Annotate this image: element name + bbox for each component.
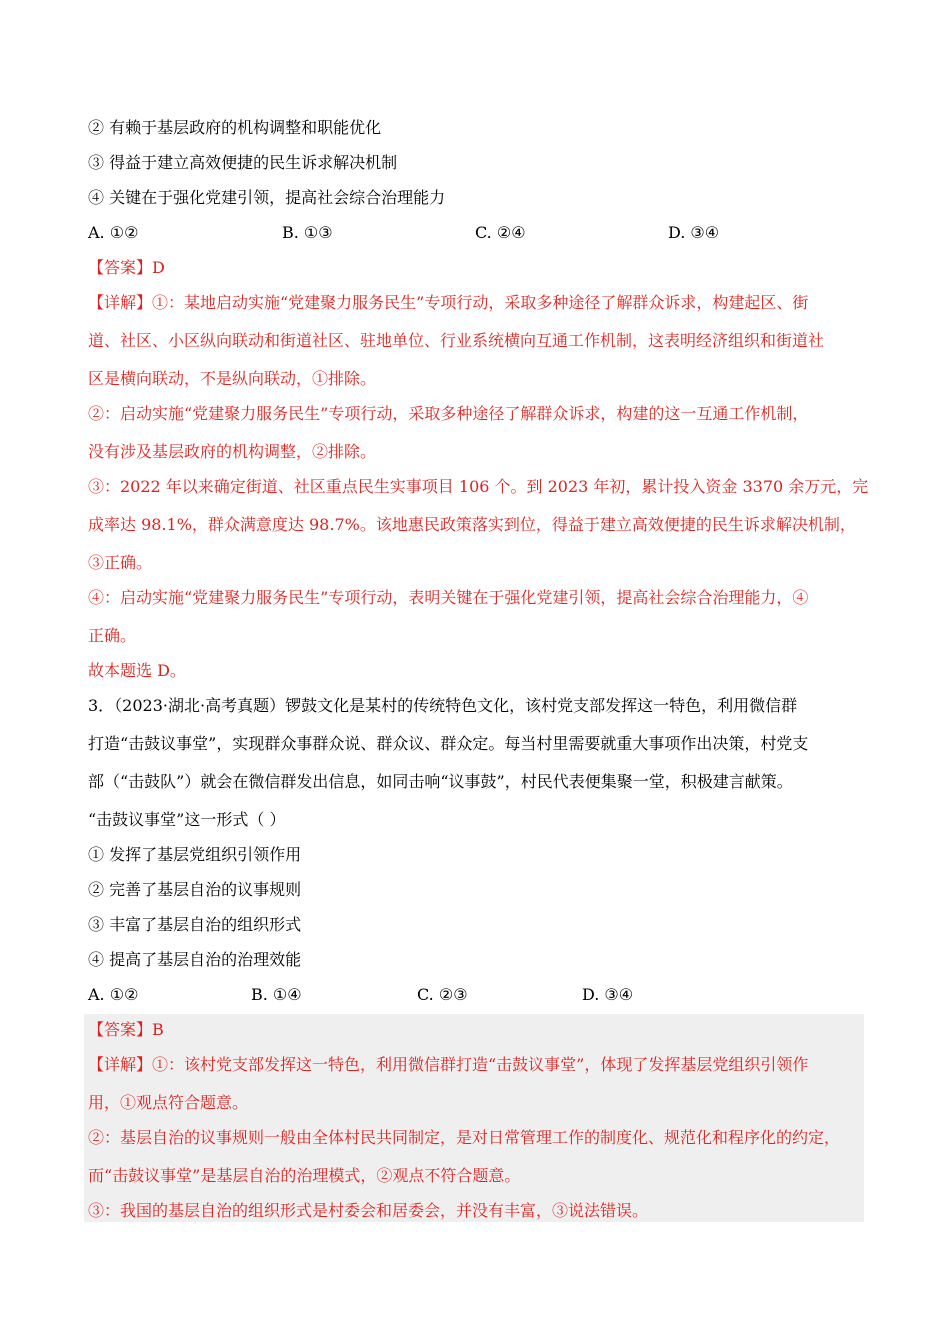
q3-explanation-line: 而“击鼓议事堂”是基层自治的治理模式，②观点不符合题意。 <box>88 1166 521 1185</box>
q3-answer: 【答案】B <box>88 1020 164 1039</box>
q3-explanation-line: ②：基层自治的议事规则一般由全体村民共同制定，是对日常管理工作的制度化、规范化和程序化的约定， <box>88 1128 841 1147</box>
q2-explanation-line: ③：2022 年以来确定街道、社区重点民生实事项目 106 个。到 2023 年初，累计投入资金 3370 余万元，完 <box>88 477 869 496</box>
q3-option-b: B. ①④ <box>251 985 302 1004</box>
q2-option-d: D. ③④ <box>668 223 720 242</box>
q2-item-3: ③ 得益于建立高效便捷的民生诉求解决机制 <box>88 153 398 172</box>
q2-item-4: ④ 关键在于强化党建引领，提高社会综合治理能力 <box>88 188 446 207</box>
q2-option-a: A. ①② <box>88 223 139 242</box>
q2-option-b: B. ①③ <box>282 223 333 242</box>
q3-item-1: ① 发挥了基层党组织引领作用 <box>88 845 302 864</box>
q3-explanation-line: 用，①观点符合题意。 <box>88 1093 249 1112</box>
q3-option-d: D. ③④ <box>582 985 634 1004</box>
q3-explanation-line: 【详解】①：该村党支部发挥这一特色，利用微信群打造“击鼓议事堂”，体现了发挥基层党组织引领作 <box>88 1055 809 1074</box>
q2-explanation-line: 正确。 <box>88 626 137 645</box>
q2-explanation-line: 道、社区、小区纵向联动和街道社区、驻地单位、行业系统横向互通工作机制，这表明经济组织和街道社 <box>88 331 825 350</box>
q2-explanation-line: 成率达 98.1%，群众满意度达 98.7%。该地惠民政策落实到位，得益于建立高效便捷的民生诉求解决机制， <box>88 515 856 534</box>
q3-stem-line: 打造“击鼓议事堂”，实现群众事群众说、群众议、群众定。每当村里需要就重大事项作出决策，村党支 <box>88 734 809 753</box>
q3-stem-question: “击鼓议事堂”这一形式（ ） <box>88 810 286 829</box>
q2-answer: 【答案】D <box>88 258 165 277</box>
q3-item-4: ④ 提高了基层自治的治理效能 <box>88 950 302 969</box>
q3-stem-line: 部（“击鼓队”）就会在微信群发出信息，如同击响“议事鼓”，村民代表便集聚一堂，积极建言献策。 <box>88 772 793 791</box>
q2-option-c: C. ②④ <box>475 223 526 242</box>
q2-explanation-line: 【详解】①：某地启动实施“党建聚力服务民生”专项行动，采取多种途径了解群众诉求，构建起区、街 <box>88 293 809 312</box>
q2-explanation-line: ②：启动实施“党建聚力服务民生”专项行动，采取多种途径了解群众诉求，构建的这一互通工作机制， <box>88 404 809 423</box>
q2-conclusion: 故本题选 D。 <box>88 661 186 680</box>
q2-item-2: ② 有赖于基层政府的机构调整和职能优化 <box>88 118 382 137</box>
q2-explanation-line: 区是横向联动，不是纵向联动，①排除。 <box>88 369 377 388</box>
q2-explanation-line: ③正确。 <box>88 553 153 572</box>
q3-option-a: A. ①② <box>88 985 139 1004</box>
q2-explanation-line: 没有涉及基层政府的机构调整，②排除。 <box>88 442 377 461</box>
q2-explanation-line: ④：启动实施“党建聚力服务民生”专项行动，表明关键在于强化党建引领，提高社会综合治理能力，④ <box>88 588 809 607</box>
q3-option-c: C. ②③ <box>417 985 468 1004</box>
q3-explanation-line: ③：我国的基层自治的组织形式是村委会和居委会，并没有丰富，③说法错误。 <box>88 1201 649 1220</box>
q3-stem-line: 3．（2023·湖北·高考真题）锣鼓文化是某村的传统特色文化，该村党支部发挥这一特色，利用微信群 <box>88 696 798 715</box>
q3-item-2: ② 完善了基层自治的议事规则 <box>88 880 302 899</box>
q3-item-3: ③ 丰富了基层自治的组织形式 <box>88 915 302 934</box>
answer-shading <box>84 1014 864 1222</box>
